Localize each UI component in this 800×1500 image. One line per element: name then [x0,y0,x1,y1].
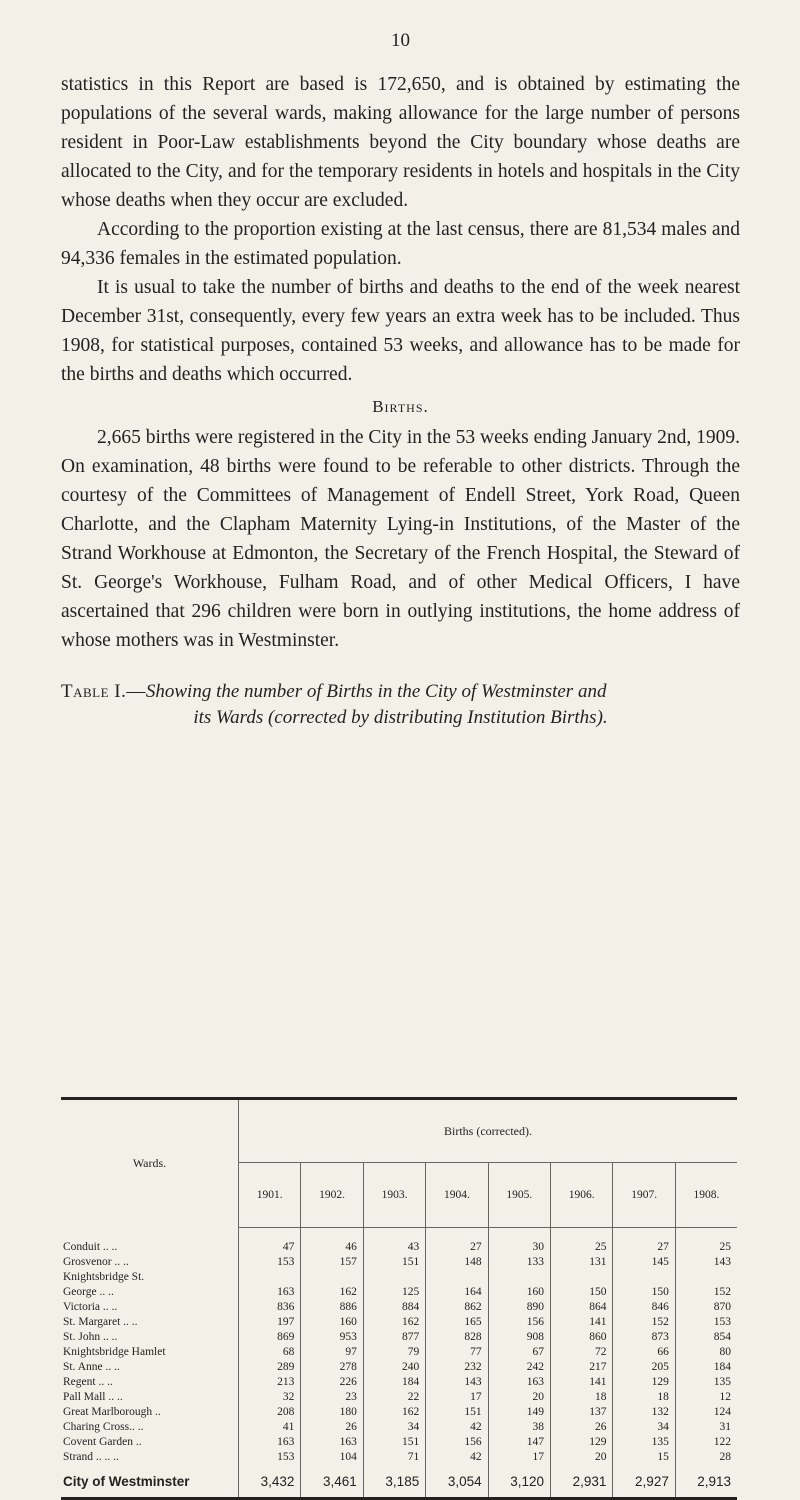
birth-count: 226 [301,1375,363,1390]
birth-count: 150 [551,1285,613,1300]
birth-count: 148 [426,1255,488,1270]
birth-count: 143 [426,1375,488,1390]
year-header: 1902. [301,1163,363,1228]
birth-count [363,1270,425,1285]
birth-count: 156 [488,1315,550,1330]
birth-count: 163 [239,1285,301,1300]
birth-count: 862 [426,1300,488,1315]
birth-count: 135 [613,1435,675,1450]
ward-name: Conduit .. .. [61,1240,239,1255]
birth-count: 908 [488,1330,550,1345]
birth-count: 2,927 [613,1465,675,1499]
birth-count: 854 [713,1331,731,1343]
birth-count: 213 [239,1375,301,1390]
paragraph-census: According to the proportion existing at the last census, there are 81,534 males and 94,336 females in the estimated population. [61,219,740,269]
birth-count: 68 [239,1345,301,1360]
birth-count: 162 [363,1405,425,1420]
birth-count: 20 [488,1390,550,1405]
paragraph-weeks: It is usual to take the number of births and deaths to the end of the week nearest December 31st, consequently, every few years an extra week has to be included. Thus 1908, for statistical purposes, contained 53 weeks, and allowance has to be made for the births and deaths which occurred. [61,277,740,385]
year-header: 1906. [551,1163,613,1228]
birth-count: 3,185 [363,1465,425,1499]
year-header: 1907. [613,1163,675,1228]
birth-count: 22 [363,1390,425,1405]
ward-name: Covent Garden .. [61,1435,239,1450]
birth-count: 151 [363,1435,425,1450]
table-row [61,1435,737,1450]
birth-count: 129 [551,1435,613,1450]
birth-count: 42 [426,1450,488,1465]
year-header: 1901. [239,1163,301,1228]
ward-name: George .. .. [61,1285,239,1300]
ward-name: City of Westminster [61,1465,239,1499]
birth-count: 884 [363,1300,425,1315]
birth-count: 124 [713,1406,731,1418]
birth-count: 23 [301,1390,363,1405]
birth-count: 953 [301,1330,363,1345]
birth-count: 38 [488,1420,550,1435]
birth-count: 141 [551,1375,613,1390]
birth-count: 77 [426,1345,488,1360]
birth-count: 131 [551,1255,613,1270]
birth-count: 34 [363,1420,425,1435]
birth-count: 184 [713,1361,731,1373]
wards-header: Wards. [61,1099,239,1228]
ward-name: St. John .. .. [61,1330,239,1345]
birth-count: 125 [363,1285,425,1300]
birth-count: 46 [301,1240,363,1255]
birth-count: 25 [551,1240,613,1255]
ward-name: Pall Mall .. .. [61,1390,239,1405]
table-row [61,1375,737,1390]
birth-count: 26 [551,1420,613,1435]
birth-count: 27 [613,1240,675,1255]
birth-count: 2,931 [551,1465,613,1499]
birth-count: 20 [551,1450,613,1465]
birth-count: 886 [301,1300,363,1315]
birth-count: 184 [363,1375,425,1390]
birth-count: 836 [239,1300,301,1315]
birth-count: 3,054 [426,1465,488,1499]
birth-count: 3,120 [488,1465,550,1499]
table-row [61,1270,737,1285]
birth-count: 2,913 [675,1465,737,1499]
birth-count: 873 [613,1330,675,1345]
birth-count: 137 [551,1405,613,1420]
table-row [61,1285,737,1300]
ward-name: Great Marlborough .. [61,1405,239,1420]
birth-count: 180 [301,1405,363,1420]
birth-count: 27 [426,1240,488,1255]
birth-count: 162 [363,1315,425,1330]
birth-count: 152 [613,1315,675,1330]
birth-count: 151 [426,1405,488,1420]
birth-count: 3,461 [301,1465,363,1499]
ward-name: Regent .. .. [61,1375,239,1390]
birth-count: 156 [426,1435,488,1450]
birth-count: 877 [363,1330,425,1345]
birth-count: 135 [713,1376,731,1388]
birth-count: 160 [301,1315,363,1330]
birth-count: 151 [363,1255,425,1270]
birth-count: 26 [301,1420,363,1435]
birth-count: 122 [713,1436,731,1448]
table-row [61,1360,737,1375]
birth-count: 869 [239,1330,301,1345]
birth-count: 164 [426,1285,488,1300]
birth-count: 152 [713,1286,731,1298]
birth-count: 42 [426,1420,488,1435]
table-row [61,1420,737,1435]
birth-count: 149 [488,1405,550,1420]
birth-count: 864 [551,1300,613,1315]
birth-count [239,1270,301,1285]
birth-count: 162 [301,1285,363,1300]
birth-count: 18 [613,1390,675,1405]
birth-count: 80 [719,1346,731,1358]
birth-count: 43 [363,1240,425,1255]
birth-count: 150 [613,1285,675,1300]
birth-count: 71 [363,1450,425,1465]
birth-count: 197 [239,1315,301,1330]
table-row [61,1300,737,1315]
birth-count: 870 [713,1301,731,1313]
table-row [61,1330,737,1345]
birth-count: 12 [719,1391,731,1403]
birth-count: 145 [613,1255,675,1270]
birth-count: 28 [719,1451,731,1463]
table-row [61,1405,737,1420]
birth-count: 242 [488,1360,550,1375]
year-header: 1905. [488,1163,550,1228]
birth-count: 205 [613,1360,675,1375]
birth-count: 160 [488,1285,550,1300]
birth-count: 141 [551,1315,613,1330]
births-heading: Births. [372,397,429,416]
birth-count: 153 [713,1316,731,1328]
birth-count: 133 [488,1255,550,1270]
ward-name: Knightsbridge Hamlet [61,1345,239,1360]
ward-name: Grosvenor .. .. [61,1255,239,1270]
birth-count [301,1270,363,1285]
paragraph-births: 2,665 births were registered in the City in the 53 weeks ending January 2nd, 1909. On examination, 48 births were found to be referable to other districts. Through the courtesy of the Committees of Management of Endell Street, York Road, Queen Charlotte, and the Clapham Maternity Lying-in Institutions, of the Master of the Strand Workhouse at Edmonton, the Secretary of the French Hospital, the Steward of St. George's Workhouse, Fulham Road, and of other Medical Officers, I have ascertained that 296 children were born in outlying institutions, the home address of whose mothers was in Westminster. [61,427,740,651]
birth-count: 3,432 [239,1465,301,1499]
table-caption [61,679,740,731]
birth-count: 72 [551,1345,613,1360]
birth-count: 143 [713,1256,731,1268]
birth-count: 30 [488,1240,550,1255]
table-caption-line2: its Wards (corrected by distributing Institution Births). [193,707,608,728]
birth-count: 240 [363,1360,425,1375]
birth-count: 846 [613,1300,675,1315]
table-row [61,1450,737,1465]
birth-count: 828 [426,1330,488,1345]
births-header: Births (corrected). [239,1099,738,1163]
total-row [61,1465,737,1499]
birth-count: 97 [301,1345,363,1360]
birth-count [551,1270,613,1285]
birth-count: 147 [488,1435,550,1450]
birth-count: 132 [613,1405,675,1420]
table-row [61,1390,737,1405]
birth-count [426,1270,488,1285]
birth-count: 278 [301,1360,363,1375]
birth-count: 217 [551,1360,613,1375]
year-header: 1903. [363,1163,425,1228]
ward-name: St. Margaret .. .. [61,1315,239,1330]
birth-count: 17 [426,1390,488,1405]
birth-count: 47 [239,1240,301,1255]
birth-count: 890 [488,1300,550,1315]
table-row [61,1345,737,1360]
birth-count: 79 [363,1345,425,1360]
birth-count: 153 [239,1450,301,1465]
ward-name: Victoria .. .. [61,1300,239,1315]
birth-count: 153 [239,1255,301,1270]
ward-name: Strand .. .. .. [61,1450,239,1465]
births-table [61,1097,737,1500]
birth-count: 67 [488,1345,550,1360]
table-caption-lead: Table I.— [61,681,146,702]
birth-count: 104 [301,1450,363,1465]
paragraph-population: statistics in this Report are based is 172,650, and is obtained by estimating the populations of the several wards, making allowance for the large number of persons resident in Poor-Law establishments beyond the City boundary whose deaths are allocated to the City, and for the temporary residents in hotels and hospitals in the City whose deaths when they occur are excluded. [61,74,740,211]
year-header: 1904. [426,1163,488,1228]
birth-count: 232 [426,1360,488,1375]
birth-count [488,1270,550,1285]
birth-count: 31 [719,1421,731,1433]
birth-count: 163 [488,1375,550,1390]
table-row [61,1255,737,1270]
birth-count: 163 [239,1435,301,1450]
birth-count [675,1270,737,1285]
birth-count: 289 [239,1360,301,1375]
birth-count: 66 [613,1345,675,1360]
ward-name: Charing Cross.. .. [61,1420,239,1435]
birth-count: 860 [551,1330,613,1345]
birth-count [613,1270,675,1285]
ward-name: Knightsbridge St. [61,1270,239,1285]
ward-name: St. Anne .. .. [61,1360,239,1375]
birth-count: 165 [426,1315,488,1330]
birth-count: 18 [551,1390,613,1405]
birth-count: 157 [301,1255,363,1270]
page-number: 10 [391,30,410,51]
birth-count: 25 [719,1241,731,1253]
birth-count: 163 [301,1435,363,1450]
birth-count: 129 [613,1375,675,1390]
year-header: 1908. [675,1163,737,1228]
table-row [61,1240,737,1255]
birth-count: 34 [613,1420,675,1435]
table-caption-line1: Showing the number of Births in the City of Westminster and [145,681,607,702]
birth-count: 32 [239,1390,301,1405]
birth-count: 41 [239,1420,301,1435]
birth-count: 17 [488,1450,550,1465]
birth-count: 15 [613,1450,675,1465]
birth-count: 208 [239,1405,301,1420]
